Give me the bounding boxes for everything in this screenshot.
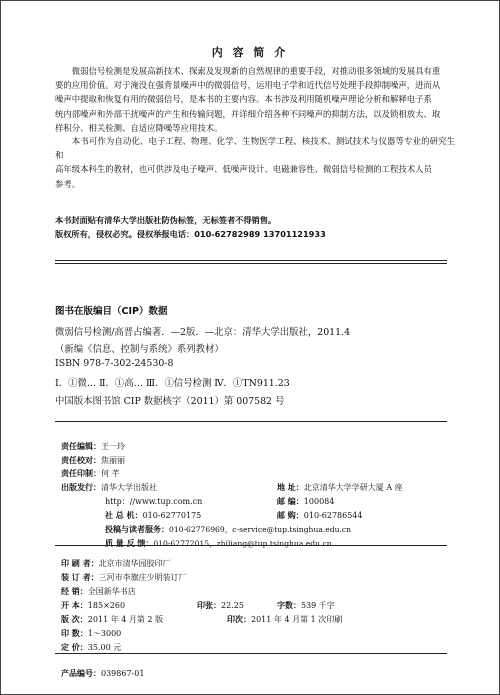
intro-p1-line: 要的应用价值。对于淹没在强背景噪声中的微弱信号，运用电子学和近代信号处理手段抑制噪声，进而从 [55,80,441,91]
credit-label: 责任校对： [61,456,101,465]
credit-value: 539 千字 [301,601,335,610]
credit-value: 焦丽丽 [101,456,125,465]
credit-label: 开 本： [61,601,88,610]
intro-p1-line: 微弱信号检测是发展高新技术、探索及发现新的自然规律的重要手段，对推动很多领域的发展具有重 [71,66,441,76]
intro-p1-line: 噪声中提取和恢复有用的微弱信号，是本书的主要内容。本书涉及利用随机噪声理论分析和解释电子系 [55,94,432,105]
credit-value: 010-62770175 [142,511,202,520]
intro-p1-line: 统内部噪声和外部干扰噪声的产生和传输问题，并详细介绍各种不同噪声的抑制方法，以及锁相放大、取 [55,108,441,119]
credit-label: 经 销： [61,587,88,596]
credit-value: 185×260 [87,601,126,610]
intro-title: 内 容 简 介 [211,46,289,59]
credit-label: 责任印制： [61,469,101,478]
credit-value: 全国新华书店 [87,587,136,596]
credit-price [61,635,121,654]
credit-label: 定 价： [61,643,88,652]
divider [55,260,447,261]
copyright-notice: 版权所有，侵权必究。侵权举报电话：010-62782989 13701121933 [55,229,326,239]
anti-counterfeit-notice: 本书封面贴有清华大学出版社防伪标签，无标签者不得销售。 [55,215,277,225]
intro-p2-line: 参考。 [55,178,81,189]
cip-classification: Ⅰ．①微… Ⅱ．①高… Ⅲ．①信号检测 Ⅳ．①TN911.23 [55,378,290,389]
credit-value: 王一玲 [101,442,125,451]
intro-paragraph-1 [55,64,455,135]
credit-value: 22.25 [221,601,244,610]
product-number [61,661,144,680]
credit-value: 三河市李旗庄少明装订厂 [98,573,187,582]
credit-value: 35.00 元 [87,643,122,652]
credit-value: 2011 年 4 月第 2 版 [87,615,164,624]
credit-quality-feedback [105,531,332,550]
credit-label: 社 总 机： [105,511,143,520]
credit-value: 1～3000 [87,629,122,638]
divider [55,545,447,546]
credit-label: 地 址： [277,483,304,492]
credit-value: 010-62772015，zhiliang@tup.tsinghua.edu.cn [153,539,332,548]
credit-impression [227,607,342,626]
credit-label: 装 订 者： [61,573,99,582]
credit-label: 邮 编： [277,497,304,506]
credit-label: 印 数： [61,629,88,638]
credit-label: 投稿与读者服务： [105,525,169,534]
credit-label: 印 刷 者： [61,559,99,568]
credit-value: 100084 [303,497,335,506]
divider [55,421,447,422]
cip-line: 微弱信号检测/高晋占编著．—2版．—北京：清华大学出版社，2011.4 [55,327,351,338]
intro-p2-line: 高年级本科生的教材，也可供涉及电子噪声、低噪声设计、电磁兼容性、微弱信号检测的工程技术人员 [55,164,432,175]
credit-label: 印次： [227,615,251,624]
intro-paragraph-2 [55,134,455,191]
credit-label: 版 次： [61,615,88,624]
credit-value: 北京市清华园胶印厂 [98,559,171,568]
intro-p2-line: 本书可作为自动化、电子工程、物理、化学、生物医学工程、核技术、测试技术与仪器等专业的研究生和 [55,136,455,161]
credit-value: 北京清华大学学研大厦 A 座 [303,483,403,492]
intro-p1-line: 样积分、相关检测、自适应降噪等应用技术。 [55,122,223,133]
credit-label: 邮 购： [277,511,304,520]
cip-line: （新编《信息、控制与系统》系列教材） [55,344,224,355]
credit-label: 质 量 反 馈： [105,539,154,548]
credit-label: 责任编辑： [61,442,101,451]
divider [55,263,447,264]
divider [55,653,447,654]
product-number-value: 039867-01 [101,669,145,678]
credit-value: 010-62786544 [303,511,363,520]
credit-value: 2011 年 4 月第 1 次印刷 [251,615,343,624]
product-number-label: 产品编号： [61,669,101,678]
credit-label: 字数： [277,601,301,610]
credit-value: 010-62776969，c-service@tup.tsinghua.edu.cn [169,525,352,534]
cip-title: 图书在版编目（CIP）数据 [55,306,168,317]
credit-value: 何 芊 [101,469,120,478]
credit-value: http：//www.tup.com.cn [105,497,203,506]
cip-isbn: ISBN 978-7-302-24530-8 [55,358,174,369]
credit-value: 清华大学出版社 [101,483,157,492]
credit-label: 印张： [197,601,221,610]
credit-label: 出版发行： [61,483,101,492]
cip-record-number: 中国版本图书馆 CIP 数据核字（2011）第 007582 号 [55,396,285,407]
